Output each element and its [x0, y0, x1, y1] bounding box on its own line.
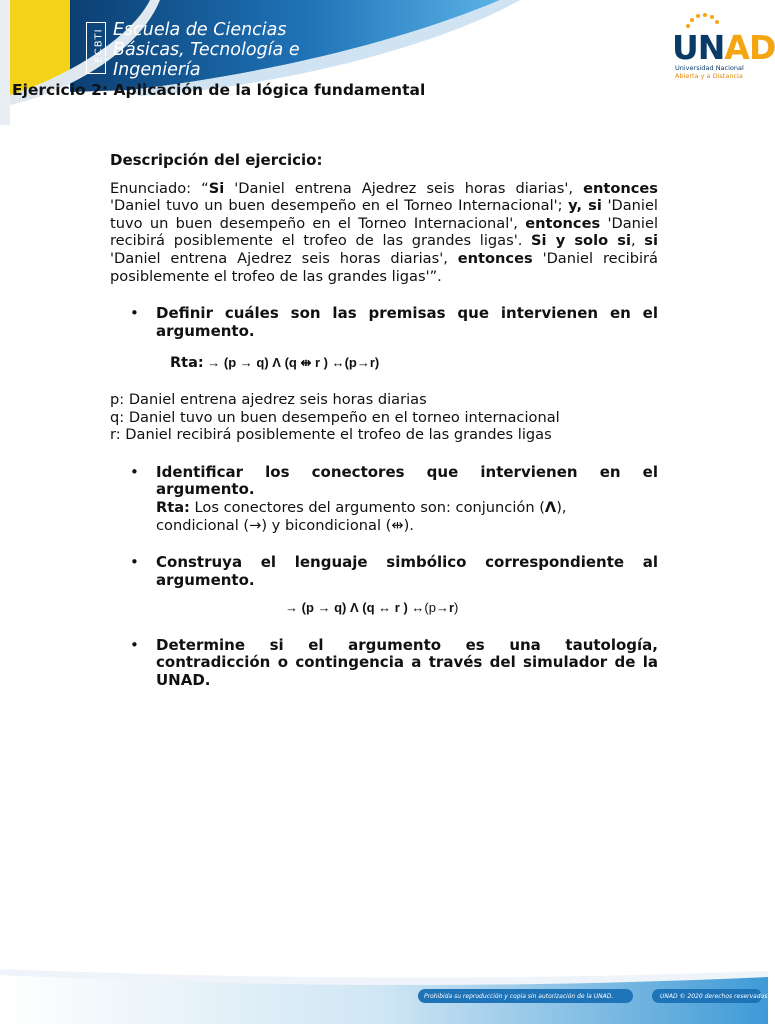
exercise-title: Ejercicio 2: Aplicación de la lógica fundamental — [12, 81, 426, 99]
bullet-dot: • — [130, 553, 139, 572]
page-header — [0, 0, 775, 125]
description-heading: Descripción del ejercicio: — [110, 151, 323, 169]
bullet-dot: • — [130, 462, 139, 481]
bullet-symbolic — [110, 554, 658, 589]
premise-r: r: Daniel recibirá posiblemente el trofeo de las grandes ligas — [110, 426, 552, 444]
bullet-text: Determine si el argumento es una tautología, contradicción o contingencia a través del simulador de la UNAD. — [156, 635, 658, 690]
premise-p: p: Daniel entrena ajedrez seis horas diarias — [110, 390, 427, 408]
statement-paragraph: Enunciado: “Si 'Daniel entrena Ajedrez seis horas diarias', entonces 'Daniel tuvo un buen desempeño en el Torneo Internacional'; y, si 'Daniel tuvo un buen desempeño en el Torneo Internacional', entonces 'Daniel recibirá posiblemente el trofeo de las grandes ligas'. Si y solo si, si 'Daniel entrena Ajedrez seis horas diarias', entonces 'Daniel recibirá posiblemente el trofeo de las grandes ligas'”. — [110, 179, 659, 285]
answer-connectors: Rta: Los conectores del argumento son: conjunción (Λ), condicional (→) y bicondicional (⇹). — [156, 498, 567, 534]
bullet-connectors — [110, 464, 658, 534]
bullet-dot: • — [130, 635, 139, 654]
document-body — [110, 152, 658, 690]
footer-rights: UNAD © 2020 derechos reservados. — [660, 993, 770, 1000]
ecbti-badge-label: ECBTI — [93, 28, 105, 63]
premise-q: q: Daniel tuvo un buen desempeño en el torneo internacional — [110, 408, 560, 426]
symbolic-formula: → (p → q) Λ (q ↔ r ) ↔(p→r) — [285, 600, 459, 616]
footer-banner — [0, 965, 768, 1024]
bullet-text: Identificar los conectores que intervienen en el argumento. — [156, 462, 658, 499]
logo-subtitle-1: Universidad Nacional — [675, 64, 744, 72]
unad-logo — [672, 12, 775, 82]
bullet-determine — [110, 637, 658, 690]
premises-list — [110, 391, 658, 444]
answer-formula: → (p → q) Λ (q ⇹ r ) ↔(p→r) — [203, 355, 380, 371]
school-name-line3: Ingeniería — [113, 60, 201, 80]
bullet-premises — [110, 305, 658, 340]
logo-wordmark: UNAD — [672, 28, 775, 67]
school-name-line1: Escuela de Ciencias — [113, 20, 287, 40]
page-footer — [0, 965, 768, 1024]
bullet-text: Construya el lenguaje simbólico correspondiente al argumento. — [156, 553, 658, 589]
answer-formula-1 — [110, 354, 658, 373]
school-name — [113, 20, 300, 80]
answer-label: Rta: — [170, 355, 204, 372]
school-name-line2: Básicas, Tecnología e — [113, 40, 300, 60]
footer-copyright-notice: Prohibida su reproducción y copia sin autorización de la UNAD. — [424, 993, 614, 1000]
logo-subtitle-2: Abierta y a Distancia — [675, 72, 743, 80]
bullet-dot: • — [130, 304, 139, 323]
bullet-text: Definir cuáles son las premisas que intervienen en el argumento. — [156, 304, 658, 340]
